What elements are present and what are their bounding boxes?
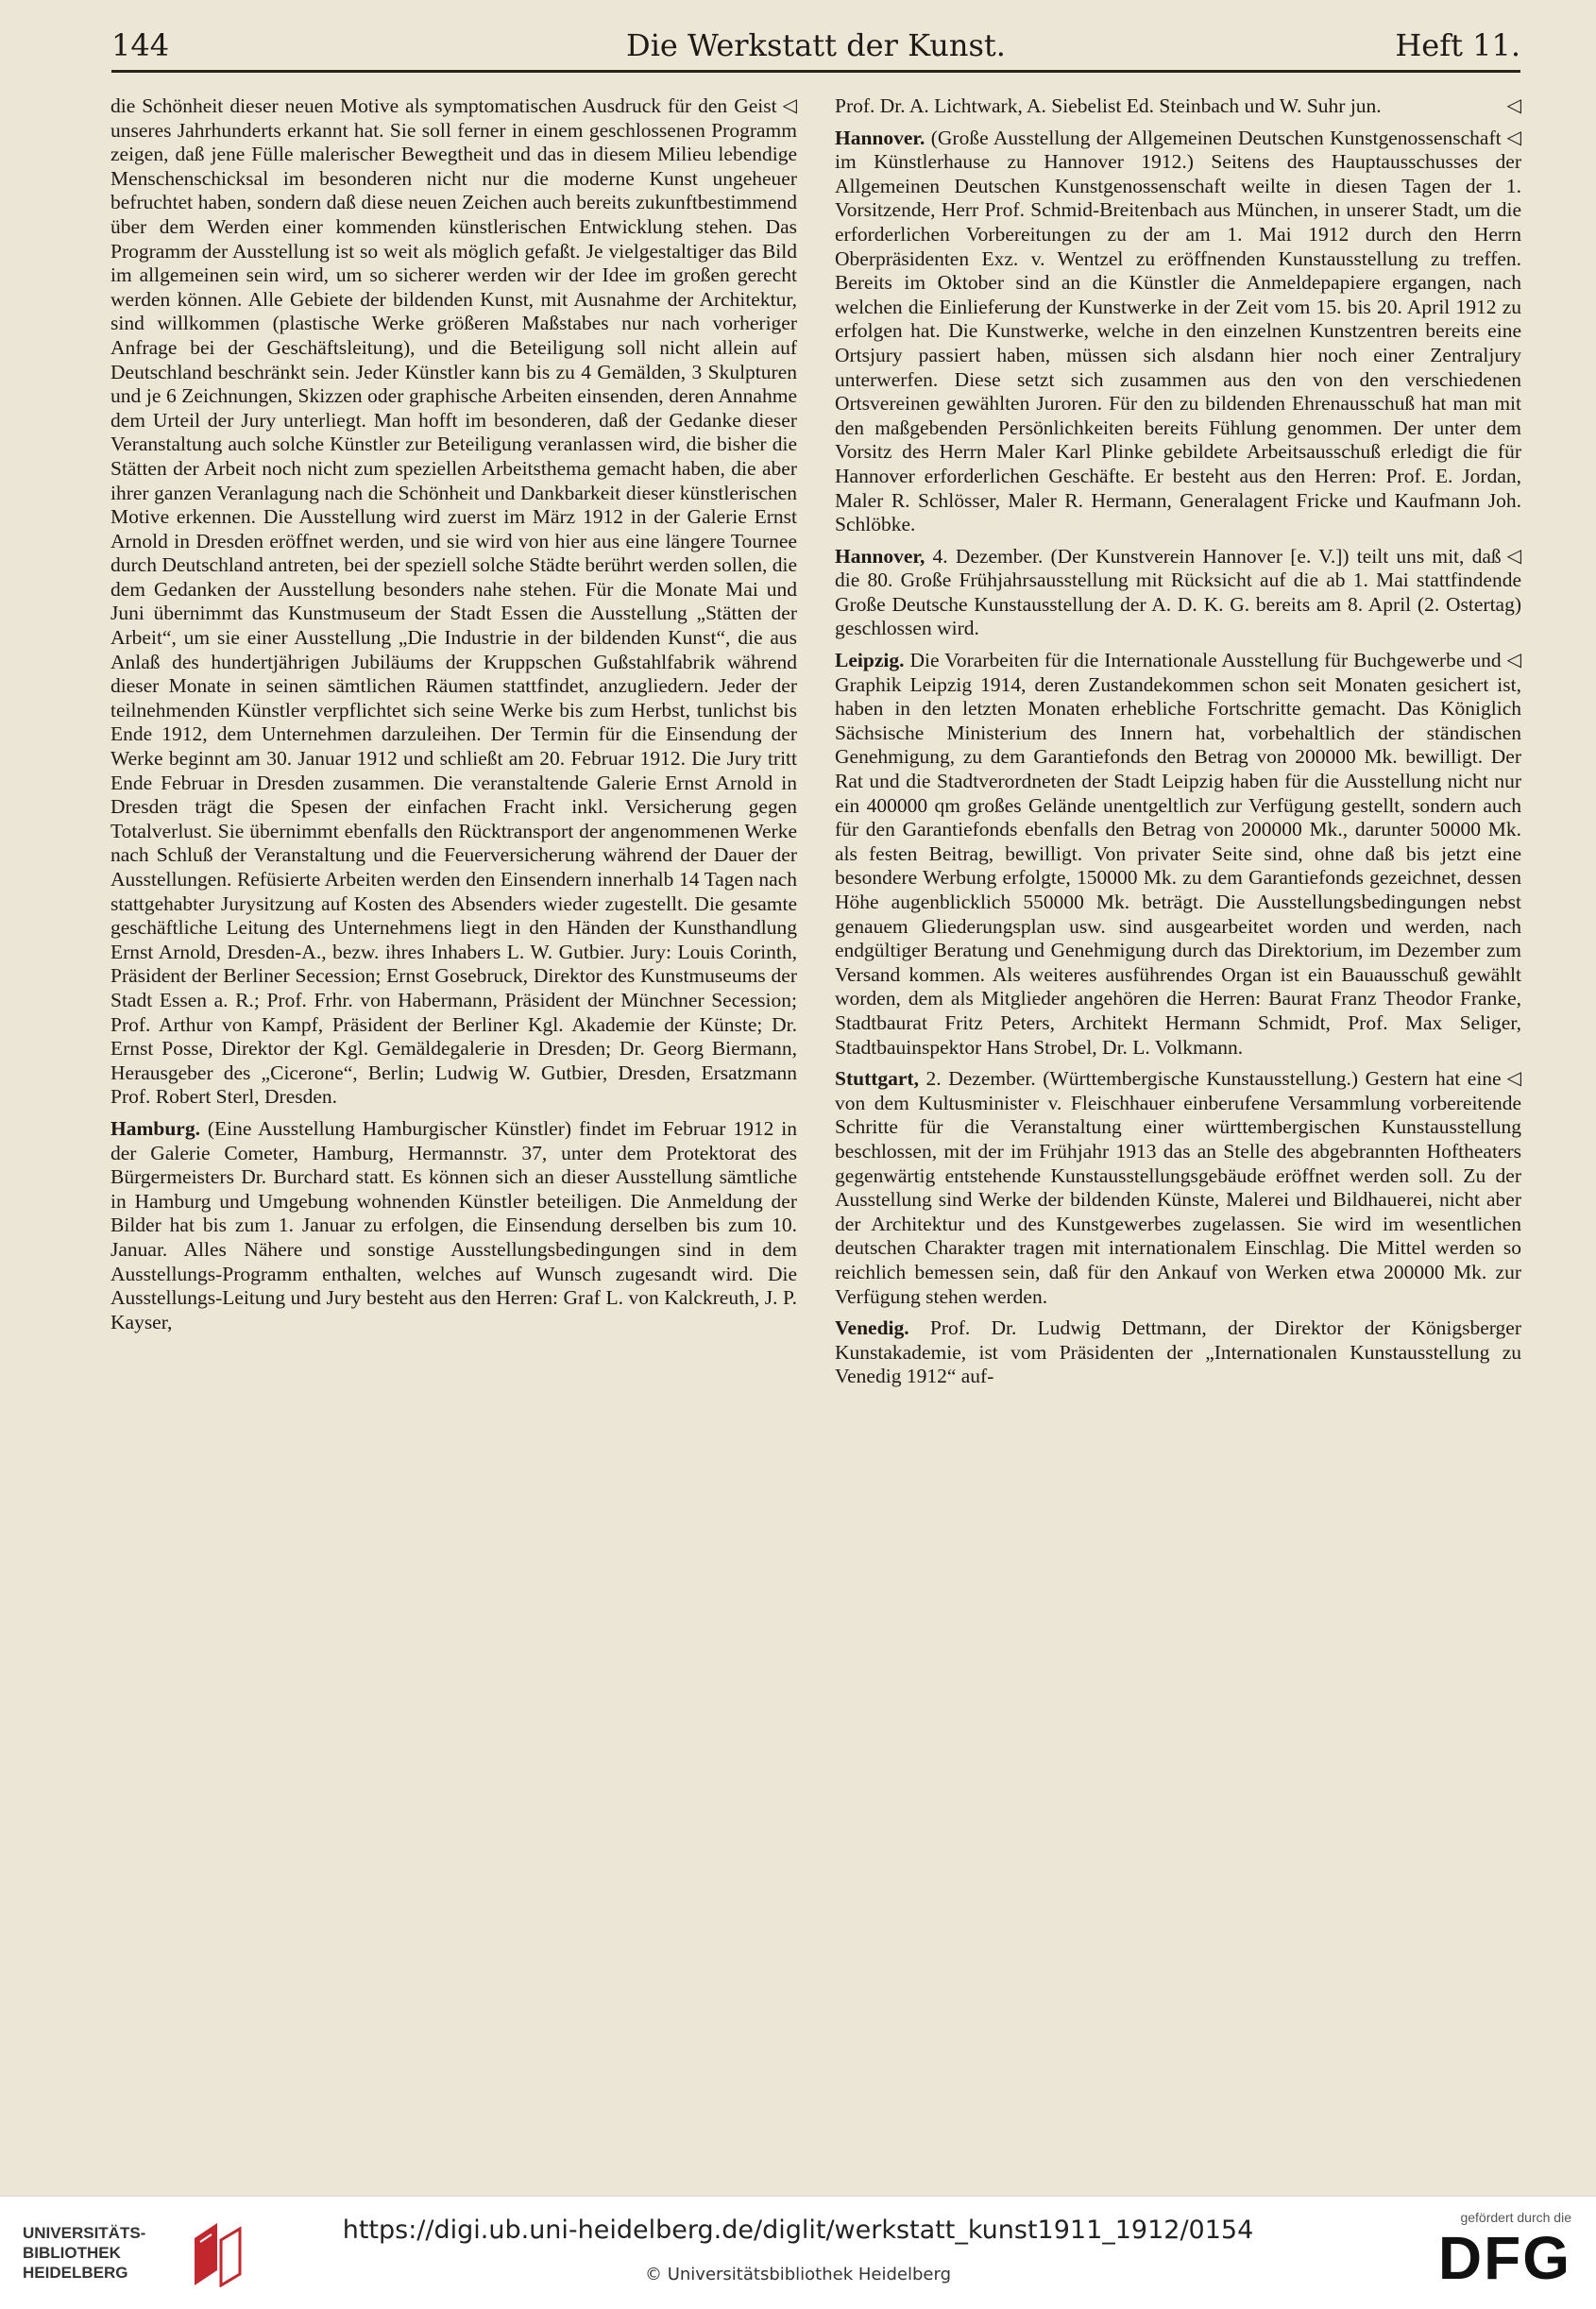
end-of-notice-mark: ◁ [782, 95, 797, 116]
article-paragraph [110, 94, 797, 1110]
paragraph-text: Die Vorarbeiten für die Internationale Ausstellung für Buchgewerbe und Graphik Leipzig 1914, deren Zustandekommen schon seit Monaten gesichert ist, haben in den letzten Monaten erhebliche Fortschritte gemacht. Das Königlich Sächsische Ministerium des Innern hat, vorbehaltlich der ständischen Genehmigung, zu dem Garantiefonds den Betrag von 200000 Mk. bewilligt. Der Rat und die Stadtverordneten der Stadt Leipzig haben für die Ausstellung nicht nur ein 400000 qm großes Gelände unentgeltlich zur Verfügung gestellt, sondern auch für den Garantiefonds ebenfalls den Betrag von 200000 Mk., darunter 50000 Mk. als festen Beitrag, bewilligt. Von privater Seite sind, ohne daß bis jetzt eine besondere Werbung erfolgte, 150000 Mk. zu dem Garantiefonds gezeichnet, dessen Höhe augenblicklich 550000 Mk. beträgt. Die Ausstellungsbedingungen nebst genauem Gliederungsplan usw. sind ausgearbeitet worden und werden, nach endgültiger Beratung und Genehmigung durch das Direktorium, im Dezember zum Versand kommen. Als weiteres ausführendes Organ ist ein Bauausschuß gewählt worden, dem als Mitglieder angehören die Herren: Baurat Franz Theodor Franke, Stadtbaurat Fritz Peters, Architekt Hermann Schmidt, Prof. Max Seliger, Stadtbauinspektor Hans Strobel, Dr. L. Volkmann. [835, 649, 1521, 1059]
copyright-notice: © Universitätsbibliothek Heidelberg [644, 2265, 951, 2284]
article-paragraph [835, 1316, 1521, 1389]
place-heading: Hamburg. [110, 1116, 200, 1140]
paragraph-text: 4. Dezember. (Der Kunstverein Hannover [e. V.]) teilt uns mit, daß die 80. Große Frühjahrsausstellung mit Rücksicht auf die ab 1. Mai stattfindende Große Deutsche Kunstausstellung der A. D. K. G. bereits am 8. April (2. Ostertag) geschlossen wird. [835, 544, 1521, 640]
issue-label: Heft 11. [1395, 27, 1520, 63]
viewer-footer [0, 2196, 1596, 2309]
text-column-right [835, 94, 1521, 1389]
dfg-logo: DFG [1437, 2224, 1571, 2292]
logo-line: UNIVERSITÄTS- [23, 2224, 146, 2242]
place-heading: Venedig. [835, 1316, 909, 1340]
paragraph-text: 2. Dezember. (Württembergische Kunstausstellung.) Gestern hat eine von dem Kultusminister v. Fleischhauer einberufene Versammlung vorbereitende Schritte für die Veranstaltung einer württembergischen Kunstausstellung beschlossen, mit der im Frühjahr 1913 das an Stelle des abgebrannten Hoftheaters gegenwärtig entstehende Kunstausstellungsgebäude eröffnet werden soll. Zu der Ausstellung sind Werke der bildenden Künste, Malerei und Bildhauerei, nicht aber der Architektur und des Kunstgewerbes zugelassen. Sie wird im wesentlichen deutschen Charakter tragen mit internationalem Einschlag. Die Mittel werden so reichlich bemessen sein, daß für den Ankauf von Werken etwa 200000 Mk. zur Verfügung stehen werden. [835, 1067, 1521, 1308]
paragraph-text: (Eine Ausstellung Hamburgischer Künstler) findet im Februar 1912 in der Galerie Cometer, Hamburg, Hermannstr. 37, unter dem Protektorat des Bürgermeisters Dr. Burchard statt. Es können sich an dieser Ausstellung sämtliche in Hamburg und Umgebung wohnenden Künstler beteiligen. Die Anmeldung der Bilder hat bis zum 1. Januar zu erfolgen, die Einsendung derselben bis zum 10. Januar. Alles Nähere und sonstige Ausstellungsbedingungen sind in dem Ausstellungs-Programm enthalten, welches auf Wunsch zugesandt wird. Die Ausstellungs-Leitung und Jury besteht aus den Herren: Graf L. von Kalckreuth, J. P. Kayser, [110, 1116, 797, 1333]
article-paragraph [835, 127, 1521, 537]
end-of-notice-mark: ◁ [1506, 650, 1521, 671]
logo-line: HEIDELBERG [23, 2264, 128, 2282]
article-paragraph [110, 1117, 797, 1334]
dfg-funding-badge[interactable] [1430, 2210, 1571, 2301]
paragraph-text: Prof. Dr. A. Lichtwark, A. Siebelist Ed. Steinbach und W. Suhr jun. [835, 94, 1382, 117]
place-heading: Stuttgart, [835, 1067, 919, 1091]
end-of-notice-mark: ◁ [1506, 1068, 1521, 1090]
logo-line: BIBLIOTHEK [23, 2244, 121, 2262]
end-of-notice-mark: ◁ [1506, 545, 1521, 567]
paragraph-text: (Große Ausstellung der Allgemeinen Deutschen Kunstgenossenschaft im Künstlerhause zu Hannover 1912.) Seitens des Hauptausschusses der Allgemeinen Deutschen Kunstgenossenschaft weilte in diesen Tagen der 1. Vorsitzende, Herr Prof. Schmid-Breitenbach aus München, in unserer Stadt, um die erforderlichen Vorbereitungen zu der am 1. Mai 1912 durch den Herrn Oberpräsidenten Exz. v. Wentzel zu eröffnenden Kunstausstellung zu treffen. Bereits im Oktober sind an die Künstler die Anmeldepapiere ergangen, nach welchen die Einlieferung der Kunstwerke in der Zeit vom 15. bis 20. April 1912 zu erfolgen hat. Die Kunstwerke, welche in den einzelnen Kunstzentren bereits eine Ortsjury passiert haben, müssen sich alsdann hier noch einer Zentraljury unterwerfen. Diese setzt sich zusammen aus den von den verschiedenen Ortsvereinen gewählten Juroren. Für den zu bildenden Ehrenausschuß hat man mit den maßgebenden Persönlichkeiten bereits Fühlung genommen. Der unter dem Vorsitz des Herrn Maler Karl Plinke gebildete Arbeitsausschuß erledigt die für Hannover erforderlichen Geschäfte. Er besteht aus den Herren: Prof. E. Jordan, Maler R. Schlösser, Maler R. Hermann, Generalagent Fricke und Kaufmann Joh. Schlöbke. [835, 126, 1521, 536]
permalink-url[interactable]: https://digi.ub.uni-heidelberg.de/diglit/werkstatt_kunst1911_1912/0154 [342, 2216, 1254, 2245]
article-paragraph [835, 649, 1521, 1060]
place-heading: Leipzig. [835, 649, 905, 672]
text-column-left [110, 94, 797, 1334]
page-header [111, 17, 1520, 73]
dfg-caption: gefördert durch die [1460, 2210, 1571, 2225]
end-of-notice-mark: ◁ [1506, 127, 1521, 148]
page-number: 144 [111, 27, 170, 63]
article-paragraph [835, 1067, 1521, 1309]
running-title: Die Werkstatt der Kunst. [626, 27, 1006, 63]
place-heading: Hannover, [835, 544, 925, 568]
article-paragraph [835, 94, 1521, 119]
place-heading: Hannover. [835, 126, 925, 149]
paragraph-text: die Schönheit dieser neuen Motive als symptomatischen Ausdruck für den Geist unseres Jahrhunderts erkannt hat. Sie soll ferner in einem geschlossenen Programm zeigen, daß jene Fülle malerischer Bewegtheit und das in diesem Milieu lebendige Menschenschicksal im besonderen nicht nur die moderne Kunst ungeheuer befruchtet haben, sondern daß diese neuen Zeichen auch bereits zukunftbestimmend über dem Werden einer kommenden künstlerischen Entwicklung stehen. Das Programm der Ausstellung ist so weit als möglich gefaßt. Je vielgestaltiger das Bild im allgemeinen sein wird, um so sicherer werden wir der Idee im großen gerecht werden können. Alle Gebiete der bildenden Kunst, mit Ausnahme der Architektur, sind willkommen (plastische Werke größeren Maßstabes nur nach vorheriger Anfrage bei der Geschäftsleitung), und die Beteiligung soll nicht allein auf Deutschland beschränkt sein. Jeder Künstler kann bis zu 4 Gemälden, 3 Skulpturen und je 6 Zeichnungen, Skizzen oder graphische Arbeiten einsenden, deren Annahme dem Urteil der Jury unterliegt. Man hofft im besonderen, daß der Gedanke dieser Veranstaltung auch solche Künstler zur Beteiligung veranlassen wird, die bisher die Stätten der Arbeit noch nicht zum speziellen Arbeitsthema gemacht haben, die aber ihrer ganzen Veranlagung nach die Schönheit und Dankbarkeit dieser künstlerischen Motive erkennen. Die Ausstellung wird zuerst im März 1912 in der Galerie Ernst Arnold in Dresden eröffnet werden, und sie wird von hier aus eine längere Tournee durch Deutschland antreten, bei der speziell solche Städte berührt werden sollen, die dem Gedanken der Ausstellung besonders nahe stehen. Für die Monate Mai und Juni übernimmt das Kunstmuseum der Stadt Essen die Ausstellung „Stätten der Arbeit“, um sie einer Ausstellung „Die Industrie in der bildenden Kunst“, die aus Anlaß des hundertjährigen Jubiläums der Kruppschen Gußstahlfabrik während dieser Monate in seinen sämtlichen Räumen stattfindet, anzugliedern. Jeder der teilnehmenden Künstler verpflichtet sich seine Werke bis zum Herbst, tunlichst bis Ende 1912, dem Unternehmen darzuleihen. Der Termin für die Einsendung der Werke beginnt am 30. Januar 1912 und schließt am 20. Februar 1912. Die Jury tritt Ende Februar in Dresden zusammen. Die veranstaltende Galerie Ernst Arnold in Dresden trägt die Spesen der einfachen Fracht inkl. Versicherung gegen Totalverlust. Sie übernimmt ebenfalls den Rücktransport der angenommenen Werke nach Schluß der Veranstaltung und die Feuerversicherung während der Dauer der Ausstellungen. Refüsierte Arbeiten werden den Einsendern innerhalb 14 Tagen nach stattgehabter Jurysitzung auf Kosten des Absenders wieder zugestellt. Die gesamte geschäftliche Leitung des Unternehmens liegt in den Händen der Kunsthandlung Ernst Arnold, Dresden-A., bezw. ihres Inhabers L. W. Gutbier. Jury: Louis Corinth, Präsident der Berliner Secession; Ernst Gosebruck, Direktor des Kunstmuseums der Stadt Essen a. R.; Prof. Frhr. von Habermann, Präsident der Münchner Secession; Prof. Arthur von Kampf, Präsident der Berliner Kgl. Akademie der Künste; Dr. Ernst Posse, Direktor der Kgl. Gemäldegalerie in Dresden; Dr. Georg Biermann, Herausgeber des „Cicerone“, Berlin; Ludwig W. Gutbier, Dresden, Ersatzmann Prof. Robert Sterl, Dresden. [110, 94, 797, 1109]
paragraph-text: Prof. Dr. Ludwig Dettmann, der Direktor der Königsberger Kunstakademie, ist vom Präsidenten der „Internationalen Kunstausstellung zu Venedig 1912“ auf- [835, 1316, 1522, 1388]
article-paragraph [835, 545, 1521, 641]
end-of-notice-mark: ◁ [1506, 95, 1521, 116]
